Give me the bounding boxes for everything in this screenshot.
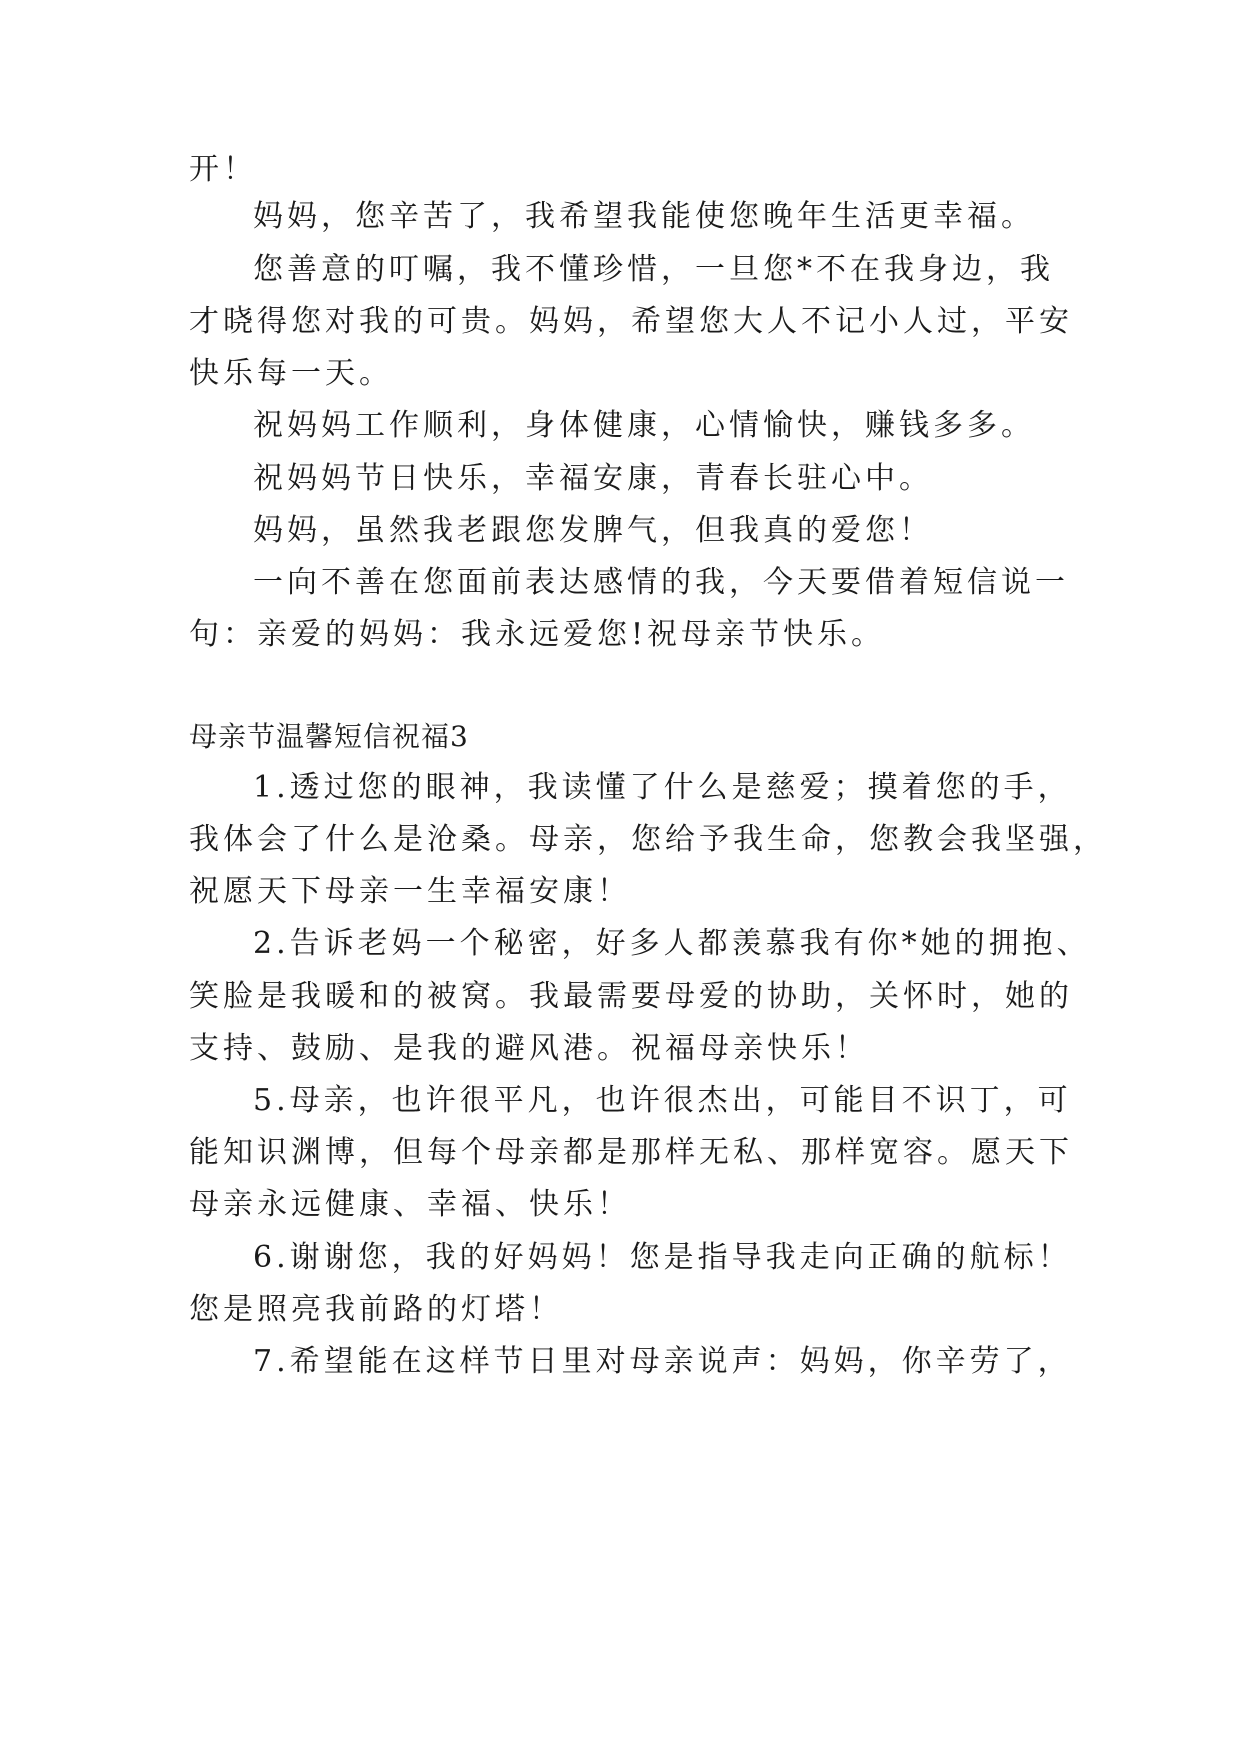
paragraph-line: 快乐每一天。 bbox=[189, 356, 393, 391]
paragraph-line: 祝妈妈工作顺利，身体健康，心情愉快，赚钱多多。 bbox=[253, 408, 1035, 443]
paragraph-line: 您是照亮我前路的灯塔！ bbox=[189, 1292, 563, 1327]
paragraph-line: 妈妈，虽然我老跟您发脾气，但我真的爱您！ bbox=[253, 513, 933, 548]
paragraph-line: 开！ bbox=[189, 152, 257, 187]
paragraph-line: 5.母亲，也许很平凡，也许很杰出，可能目不识丁，可 bbox=[253, 1083, 1072, 1118]
paragraph-line: 祝愿天下母亲一生幸福安康！ bbox=[189, 874, 631, 909]
paragraph-line: 您善意的叮嘱，我不懂珍惜，一旦您*不在我身边，我 bbox=[253, 252, 1054, 287]
paragraph-line: 祝妈妈节日快乐，幸福安康，青春长驻心中。 bbox=[253, 461, 933, 496]
paragraph-line: 6.谢谢您，我的好妈妈！您是指导我走向正确的航标！ bbox=[253, 1240, 1072, 1275]
paragraph-line: 我体会了什么是沧桑。母亲，您给予我生命，您教会我坚强， bbox=[189, 822, 1107, 857]
paragraph-line: 才晓得您对我的可贵。妈妈，希望您大人不记小人过，平安 bbox=[189, 304, 1073, 339]
paragraph-line: 支持、鼓励、是我的避风港。祝福母亲快乐！ bbox=[189, 1031, 869, 1066]
paragraph-line: 妈妈，您辛苦了，我希望我能使您晚年生活更幸福。 bbox=[253, 199, 1035, 234]
paragraph-line: 一向不善在您面前表达感情的我，今天要借着短信说一 bbox=[253, 565, 1069, 600]
paragraph-line: 笑脸是我暖和的被窝。我最需要母爱的协助，关怀时，她的 bbox=[189, 979, 1073, 1014]
section-heading: 母亲节温馨短信祝福3 bbox=[189, 720, 469, 753]
paragraph-line: 句：亲爱的妈妈：我永远爱您!祝母亲节快乐。 bbox=[189, 617, 886, 652]
paragraph-line: 1.透过您的眼神，我读懂了什么是慈爱；摸着您的手， bbox=[253, 770, 1072, 805]
paragraph-line: 能知识渊博，但每个母亲都是那样无私、那样宽容。愿天下 bbox=[189, 1135, 1073, 1170]
paragraph-line: 母亲永远健康、幸福、快乐！ bbox=[189, 1187, 631, 1222]
paragraph-line: 2.告诉老妈一个秘密，好多人都羡慕我有你*她的拥抱、 bbox=[253, 926, 1091, 961]
paragraph-line: 7.希望能在这样节日里对母亲说声：妈妈，你辛劳了， bbox=[253, 1344, 1072, 1379]
